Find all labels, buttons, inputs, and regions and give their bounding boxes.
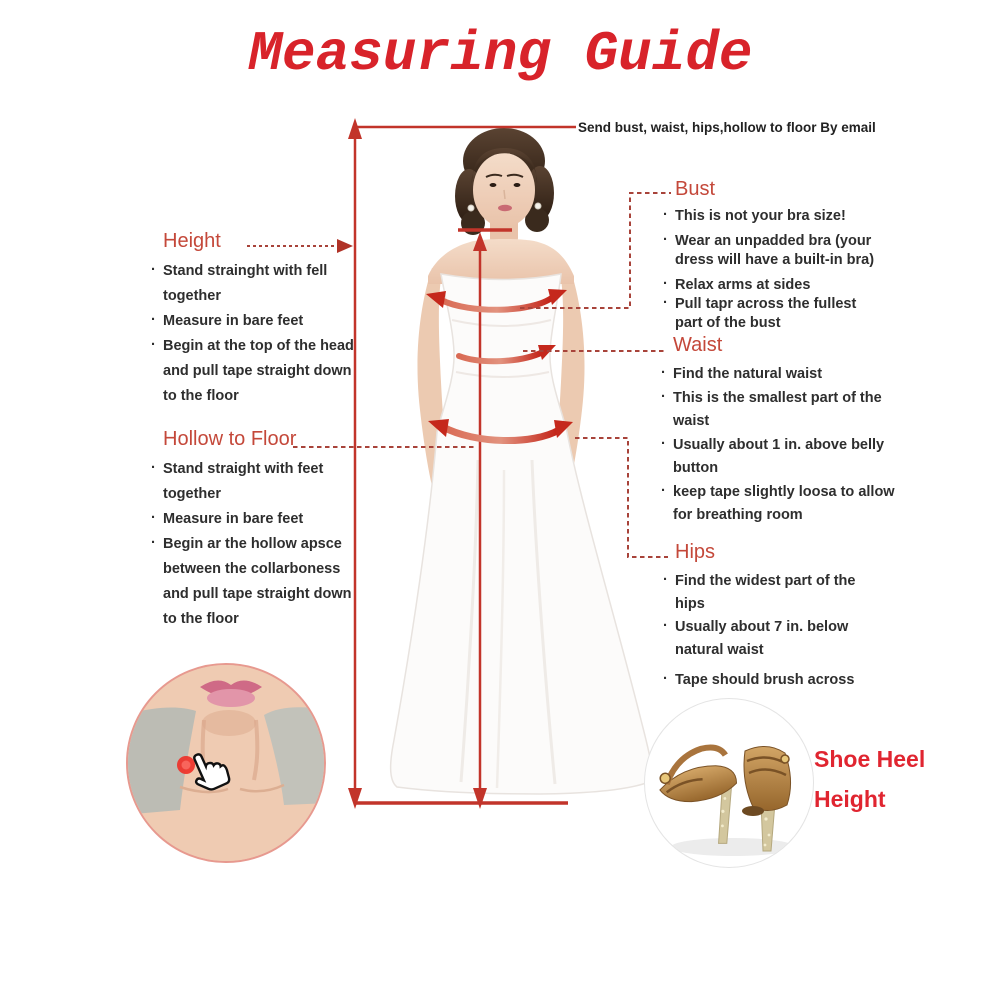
- list-item-text: Tape should brush across: [675, 672, 855, 688]
- list-item-text: Measure in bare feet: [163, 313, 304, 329]
- list-item: [150, 582, 395, 607]
- section-bust: [662, 178, 942, 333]
- list-item-text: together: [163, 486, 221, 502]
- right-buckle: [781, 755, 789, 763]
- shoe-label-line1: Shoe Heel: [814, 746, 926, 772]
- list-item-text: Begin at the top of the head: [163, 338, 354, 354]
- list-item: [662, 314, 942, 333]
- left-eye: [490, 183, 497, 187]
- list-item: [662, 251, 942, 270]
- list-item: [662, 207, 942, 226]
- section-waist-title: Waist: [673, 334, 723, 356]
- list-item-text: natural waist: [675, 642, 764, 658]
- list-item: [150, 259, 390, 284]
- list-item: [662, 570, 922, 593]
- list-item-text: Stand straight with feet: [163, 461, 324, 477]
- list-item-text: Pull tapr across the fullest: [675, 296, 857, 312]
- bullet-dot: ·: [151, 510, 156, 526]
- list-item-text: Stand strainght with fell: [163, 263, 328, 279]
- list-item: [662, 593, 922, 616]
- list-item-text: dress will have a built-in bra): [675, 252, 875, 268]
- list-item: [150, 482, 395, 507]
- section-height-title: Height: [163, 230, 221, 252]
- lower-lip: [207, 689, 255, 707]
- section-waist: [660, 334, 945, 528]
- bullet-dot: ·: [151, 312, 156, 328]
- lips: [498, 205, 512, 211]
- list-item: [660, 504, 945, 528]
- list-item: [150, 457, 395, 482]
- list-item: [150, 607, 395, 632]
- shoes-shadow: [671, 838, 795, 856]
- bullet-dot: ·: [151, 460, 156, 476]
- list-item-text: keep tape slightly loosa to allow: [673, 483, 895, 500]
- right-sole: [742, 806, 764, 816]
- nose: [504, 190, 505, 199]
- list-item-text: Find the natural waist: [673, 366, 823, 382]
- list-item-text: to the floor: [163, 611, 239, 627]
- page-title: Measuring Guide: [248, 22, 753, 86]
- list-item: [662, 669, 922, 692]
- list-item-text: Usually about 7 in. below: [675, 619, 849, 635]
- bullet-dot: ·: [663, 572, 668, 588]
- bullet-dot: ·: [151, 535, 156, 551]
- email-note: Send bust, waist, hips,hollow to floor By email: [578, 120, 876, 135]
- glitter-dot: [768, 834, 771, 837]
- bullet-dot: ·: [661, 482, 666, 499]
- bullet-dot: ·: [663, 618, 668, 634]
- list-item: [150, 284, 390, 309]
- list-item: [150, 507, 395, 532]
- model-figure: [391, 128, 652, 794]
- list-item: [662, 616, 922, 639]
- list-item: [660, 434, 945, 458]
- list-item: [150, 532, 395, 557]
- right-earring: [535, 203, 541, 209]
- section-hips-title: Hips: [675, 541, 716, 563]
- bullet-dot: ·: [151, 337, 156, 353]
- section-bust-title: Bust: [675, 178, 716, 200]
- shoe-label-line2: Height: [814, 786, 886, 812]
- list-item-text: This is the smallest part of the: [673, 389, 882, 406]
- glitter-dot: [764, 844, 767, 847]
- list-item-text: hips: [675, 596, 705, 612]
- list-item-text: between the collarboness: [163, 561, 341, 577]
- list-item: [662, 232, 942, 251]
- list-item: [150, 359, 390, 384]
- list-item-text: Relax arms at sides: [675, 277, 811, 293]
- list-item-text: Usually about 1 in. above belly: [673, 436, 885, 453]
- list-item: [150, 309, 390, 334]
- list-item-text: to the floor: [163, 388, 239, 404]
- list-item-text: Find the widest part of the: [675, 573, 856, 589]
- section-height: [150, 230, 390, 409]
- list-item: [150, 334, 390, 359]
- bullet-dot: ·: [661, 435, 666, 452]
- shoe-heel-circle: [644, 698, 814, 868]
- list-item: [660, 387, 945, 411]
- list-item: [660, 457, 945, 481]
- bullet-dot: ·: [663, 276, 668, 292]
- bullet-dot: ·: [661, 365, 666, 381]
- list-item-text: Wear an unpadded bra (your: [675, 233, 872, 249]
- section-hollow-to-floor: [150, 428, 395, 632]
- bullet-dot: ·: [661, 388, 666, 405]
- list-item-text: This is not your bra size!: [675, 208, 846, 224]
- list-item-text: and pull tape straight down: [163, 586, 352, 602]
- right-eye: [514, 183, 521, 187]
- bullet-dot: ·: [151, 262, 156, 278]
- list-item-text: waist: [673, 413, 710, 429]
- list-item-text: together: [163, 288, 221, 304]
- list-item-text: Begin ar the hollow apsce: [163, 536, 342, 552]
- list-item-text: Measure in bare feet: [163, 511, 304, 527]
- list-item: [662, 639, 922, 662]
- neck-detail-circle: [126, 663, 326, 863]
- high-heels-illustration: [645, 699, 813, 867]
- bullet-dot: ·: [663, 207, 668, 223]
- chin-shadow: [202, 710, 256, 736]
- target-dot-core: [182, 761, 191, 770]
- glitter-dot: [764, 817, 767, 820]
- list-item: [660, 410, 945, 434]
- list-item: [150, 557, 395, 582]
- list-item: [660, 481, 945, 505]
- section-hips: [662, 541, 922, 692]
- neck-closeup-illustration: [128, 665, 324, 861]
- left-earring: [468, 205, 474, 211]
- list-item: [150, 384, 390, 409]
- list-item: [662, 276, 942, 295]
- list-item: [662, 295, 942, 314]
- list-item-text: button: [673, 460, 719, 476]
- section-hollow-title: Hollow to Floor: [163, 428, 297, 450]
- list-item-text: and pull tape straight down: [163, 363, 352, 379]
- list-item: [660, 363, 945, 387]
- list-item-text: for breathing room: [673, 507, 803, 523]
- list-item-text: part of the bust: [675, 315, 781, 331]
- shoe-heel-height-label: [814, 739, 925, 819]
- right-shoe: [742, 746, 791, 851]
- bullet-dot: ·: [663, 671, 668, 687]
- bullet-dot: ·: [663, 232, 668, 248]
- bullet-dot: ·: [663, 295, 668, 311]
